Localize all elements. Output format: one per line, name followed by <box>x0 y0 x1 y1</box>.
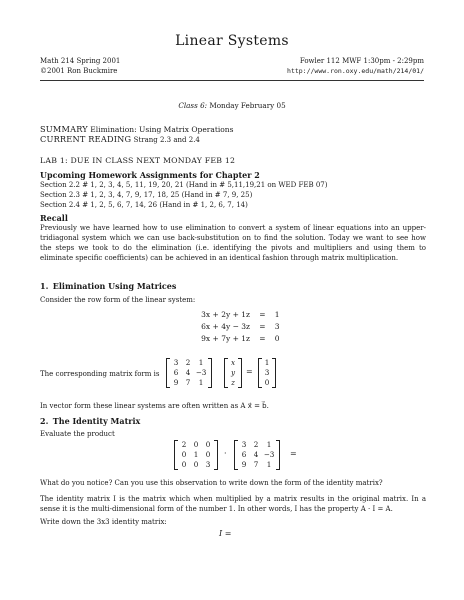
matrix-entry: 0 <box>205 450 211 459</box>
matrix-entry: y <box>230 368 236 377</box>
matrix-entry: 0 <box>181 460 187 469</box>
matrix-entry: 0 <box>193 440 199 449</box>
matrix-entry: 2 <box>185 358 191 367</box>
matrix-entry: 4 <box>253 450 259 459</box>
lab-notice: LAB 1: DUE IN CLASS NEXT MONDAY FEB 12 <box>40 156 236 165</box>
summary-label: SUMMARY <box>40 124 88 134</box>
matrix-equals: = <box>246 367 253 376</box>
section-1-number: 1. <box>40 281 49 291</box>
section-2-number: 2. <box>40 416 49 426</box>
homework-line-3: Section 2.4 # 1, 2, 5, 6, 7, 14, 26 (Hand in # 1, 2, 6, 7, 14) <box>40 201 248 209</box>
matrix-entry: 1 <box>193 450 199 459</box>
product-equals: = <box>290 449 297 458</box>
recall-paragraph: Previously we have learned how to use elimination to convert a system of linear equations into an upper-tridiagonal system which we can use back-substitution on to find the solution. Today we want to see how the steps we took to do the elimination (i.e. identifying the pivots and multipliers and using them to eliminate specific coefficients) can be achieved in an identical fashion through matrix multiplication. <box>40 224 426 262</box>
matrix-entry: 0 <box>193 460 199 469</box>
constants-vector <box>258 358 276 388</box>
equation-rhs: 3 <box>274 322 280 331</box>
second-matrix <box>234 440 280 470</box>
matrix-entry: z <box>231 378 235 387</box>
matrix-entry: 7 <box>185 378 191 387</box>
equation-equals: = <box>259 310 266 319</box>
matrix-entry: 0 <box>205 440 211 449</box>
reading-text: Strang 2.3 and 2.4 <box>133 136 200 144</box>
matrix-form-intro: The corresponding matrix form is <box>40 370 160 378</box>
unknowns-vector <box>224 358 242 388</box>
header-rule <box>40 80 424 81</box>
product-dot: · <box>224 449 227 458</box>
matrix-entry: 2 <box>253 440 259 449</box>
matrix-entry: x <box>230 358 236 367</box>
class-date: Monday February 05 <box>209 101 286 110</box>
matrix-entry: 3 <box>173 358 179 367</box>
equation-lhs: 3x + 2y + 1z <box>201 310 250 319</box>
document-title: Linear Systems <box>175 33 289 49</box>
matrix-entry: 1 <box>198 358 204 367</box>
section-2-heading <box>40 416 140 426</box>
diagonal-matrix <box>174 440 218 470</box>
identity-prompt: Write down the 3x3 identity matrix: <box>40 518 167 526</box>
matrix-entry: 1 <box>266 440 272 449</box>
matrix-entry: 6 <box>241 450 247 459</box>
identity-label: I = <box>219 529 232 538</box>
matrix-entry: 6 <box>173 368 179 377</box>
homework-heading: Upcoming Homework Assignments for Chapter 2 <box>40 170 260 180</box>
reading-line <box>40 134 200 144</box>
matrix-entry: −3 <box>263 450 275 459</box>
equation-lhs: 9x + 7y + 1z <box>201 334 250 343</box>
copyright-notice: ©2001 Ron Buckmire <box>40 67 118 75</box>
equation-lhs: 6x + 4y − 3z <box>201 322 250 331</box>
matrix-entry: 3 <box>241 440 247 449</box>
matrix-entry: 2 <box>181 440 187 449</box>
homework-line-2: Section 2.3 # 1, 2, 3, 4, 7, 9, 17, 18, 25 (Hand in # 7, 9, 25) <box>40 191 253 199</box>
matrix-entry: 0 <box>181 450 187 459</box>
matrix-entry: 0 <box>264 378 270 387</box>
section-1-title: Elimination Using Matrices <box>52 281 177 291</box>
matrix-entry: 9 <box>241 460 247 469</box>
vector-form-note: In vector form these linear systems are often written as A x⃗ = b⃗. <box>40 402 269 410</box>
reading-label: CURRENT READING <box>40 134 132 144</box>
class-location: Fowler 112 MWF 1:30pm - 2:29pm <box>299 57 424 65</box>
section-2-intro: Evaluate the product <box>40 430 115 438</box>
identity-question: What do you notice? Can you use this observation to write down the form of the identity matrix? <box>40 479 383 487</box>
class-number: Class 6: <box>178 101 208 110</box>
matrix-entry: 1 <box>264 358 270 367</box>
summary-line <box>40 124 233 134</box>
matrix-entry: 4 <box>185 368 191 377</box>
equation-row-2 <box>190 321 280 333</box>
matrix-entry: 3 <box>205 460 211 469</box>
equation-equals: = <box>259 322 266 331</box>
matrix-entry: 9 <box>173 378 179 387</box>
equation-rhs: 0 <box>274 334 280 343</box>
class-date-line <box>0 101 464 110</box>
coefficient-matrix <box>166 358 212 388</box>
matrix-entry: 1 <box>266 460 272 469</box>
matrix-entry: 7 <box>253 460 259 469</box>
course-url[interactable]: http://www.ron.oxy.edu/math/214/01/ <box>287 67 424 75</box>
equation-rhs: 1 <box>274 310 280 319</box>
homework-line-1: Section 2.2 # 1, 2, 3, 4, 5, 11, 19, 20, 21 (Hand in # 5,11,19,21 on WED FEB 07) <box>40 181 328 189</box>
matrix-entry: 3 <box>264 368 270 377</box>
section-1-intro: Consider the row form of the linear system: <box>40 296 196 304</box>
equation-row-3 <box>190 333 280 345</box>
section-1-heading <box>40 281 176 291</box>
summary-text: Elimination: Using Matrix Operations <box>90 125 234 134</box>
course-name: Math 214 Spring 2001 <box>40 57 121 65</box>
equation-row-1 <box>190 309 280 321</box>
equation-equals: = <box>259 334 266 343</box>
matrix-entry: 1 <box>198 378 204 387</box>
section-2-title: The Identity Matrix <box>52 416 141 426</box>
matrix-entry: −3 <box>195 368 207 377</box>
identity-definition: The identity matrix I is the matrix which when multiplied by a matrix results in the original matrix. In a sense it is the multi-dimensional form of the number 1. In other words, I has the property A · I = A. <box>40 495 426 513</box>
recall-heading: Recall <box>40 213 68 223</box>
